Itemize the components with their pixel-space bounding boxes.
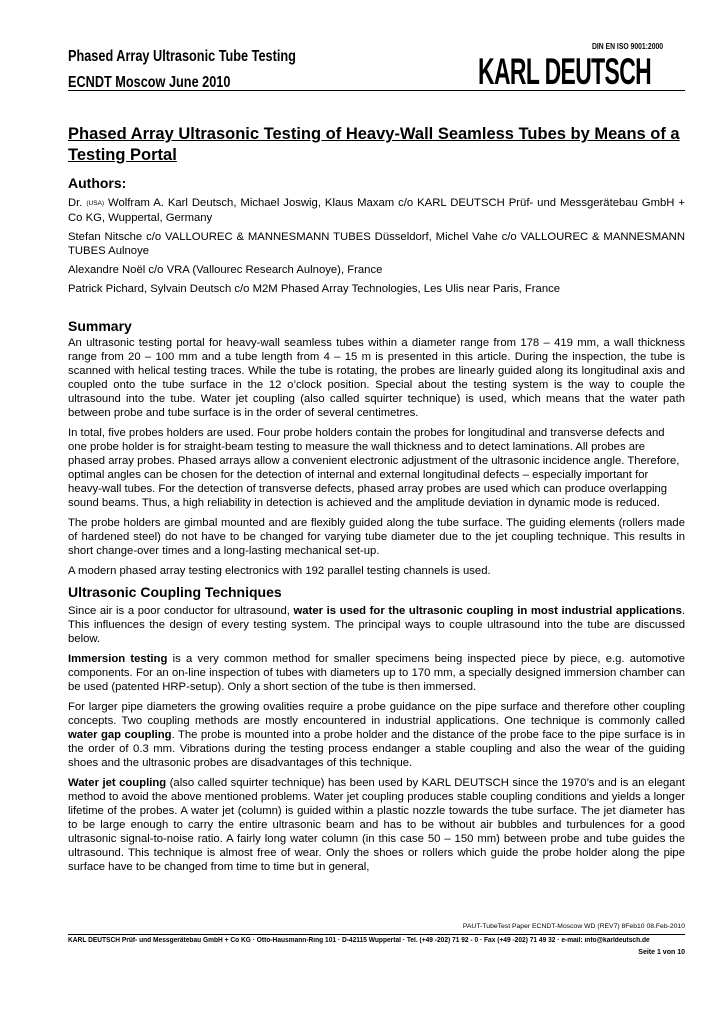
- water-gap-text: . The probe is mounted into a probe holder and the distance of the probe face to the pipe surface is in the order of 0.3 mm. Vibrations during the testing process endanger a stable coupling and also the wear of the guiding shoes and the ultrasonic probes are disadvantages of this technique.: [68, 729, 685, 769]
- author-prefix: Dr.: [68, 197, 83, 209]
- coupling-heading: Ultrasonic Coupling Techniques: [68, 584, 282, 600]
- immersion-term: Immersion testing: [68, 653, 168, 665]
- authors-heading: Authors:: [68, 175, 127, 191]
- author-line: [68, 196, 685, 225]
- paper-body: [68, 124, 685, 880]
- coupling-paragraph: [68, 604, 685, 646]
- author-line: Alexandre Noël c/o VRA (Vallourec Research Aulnoye), France: [68, 264, 383, 276]
- water-jet-paragraph: [68, 776, 685, 874]
- coupling-text: . This influences the design of every testing system. The principal ways to couple ultrasound into the tube are discussed below.: [68, 605, 685, 645]
- author-note: (USA): [86, 200, 105, 207]
- coupling-emphasis: water is used for the ultrasonic coupling in most industrial applications: [293, 605, 682, 617]
- author-line: Patrick Pichard, Sylvain Deutsch c/o M2M Phased Array Technologies, Les Ulis near Paris, France: [68, 283, 561, 295]
- water-gap-term: water gap coupling: [68, 729, 172, 741]
- author-line: Stefan Nitsche c/o VALLOUREC & MANNESMANN TUBES Düsseldorf, Michel Vahe c/o VALLOUREC & MANNESMANN TUBES Aulnoye: [68, 231, 685, 257]
- summary-paragraph: An ultrasonic testing portal for heavy-wall seamless tubes within a diameter range from 178 – 419 mm, a wall thickness range from 20 – 100 mm and a tube length from 4 – 15 m is presented in this article. During the inspection, the tube is scanned with helical testing traces. While the tube is rotating, the probes are linearly guided along its longitudinal axis and coupled onto the tube surface in the 12 o’clock position. Special about the testing system is the way to couple the ultrasound into the tube. Water jet coupling (also called squirter technique) is used, which means that the water path between probe and tube surface is in the order of several centimetres.: [68, 337, 685, 419]
- header-subtitle: ECNDT Moscow June 2010: [68, 74, 231, 91]
- summary-paragraph: A modern phased array testing electronics with 192 parallel testing channels is used.: [68, 565, 491, 577]
- summary-heading: Summary: [68, 318, 132, 334]
- header-divider: [68, 90, 685, 91]
- author-text: Wolfram A. Karl Deutsch, Michael Joswig, Klaus Maxam c/o KARL DEUTSCH Prüf- und Messgerätebau GmbH + Co KG, Wuppertal, Germany: [68, 197, 685, 224]
- water-gap-text: For larger pipe diameters the growing ovalities require a probe guidance on the pipe surface and therefore other coupling concepts. Two coupling methods are mostly encountered in industrial applications. One technique is commonly called: [68, 701, 685, 727]
- immersion-paragraph: [68, 652, 685, 694]
- document-reference: PAUT-TubeTest Paper ECNDT-Moscow WD (REV7) 8Feb10 08.Feb-2010: [462, 923, 685, 930]
- running-header: [68, 48, 488, 91]
- footer-divider: [68, 934, 685, 935]
- coupling-text: Since air is a poor conductor for ultrasound,: [68, 605, 290, 617]
- iso-certification: DIN EN ISO 9001:2000: [592, 42, 664, 51]
- page-number: Seite 1 von 10: [638, 949, 685, 956]
- immersion-text: is a very common method for smaller specimens being inspected piece by piece, e.g. automotive components. For an on-line inspection of tubes with diameters up to 170 mm, a specially designed immersion chamber can be used (patented HRP-setup). Only a short section of the tube is then immersed.: [68, 653, 686, 693]
- company-address: KARL DEUTSCH Prüf- und Messgerätebau GmbH + Co KG · Otto-Hausmann-Ring 101 · D-42115 Wuppertal · Tel. (+49 -202) 71 92 - 0 · Fax (+49 -202) 71 49 32 · e-mail: info@karldeutsch.de: [68, 937, 650, 944]
- company-logo: KARL DEUTSCH: [478, 51, 652, 92]
- water-jet-text: (also called squirter technique) has been used by KARL DEUTSCH since the 1970’s and is an elegant method to avoid the above mentioned problems. Water jet coupling produces stable coupling conditions and yields a longer lifetime of the probes. A water jet (column) is guided within a plastic nozzle towards the tube surface. The jet diameter has to be large enough to carry the entire ultrasonic beam and has to be without air bubbles and turbulences for a good ultrasonic signal-to-noise ratio. A fairly long water column (in this case 50 – 150 mm) between probe and tube guides the ultrasound. This technique is almost free of wear. Only the shoes or rollers which guide the probe holder along the pipe surface have to be changed from time to time but in general,: [68, 777, 685, 873]
- summary-paragraph: In total, five probes holders are used. Four probe holders contain the probes for longitudinal and transverse defects and one probe holder is for straight-beam testing to measure the wall thickness and to detect laminations. All probes are phased array probes. Phased arrays allow a convenient electronic adjustment of the ultrasonic incidence angle. Therefore, optimal angles can be chosen for the detection of internal and external longitudinal defects – especially important for heavy-wall tubes. For the detection of transverse defects, phased array probes are used which can produce overlapping sound beams. Thus, a high reliability in detection is achieved and the amplitude deviation in dynamic mode is reduced.: [68, 427, 680, 509]
- water-jet-term: Water jet coupling: [68, 777, 167, 789]
- header-title: Phased Array Ultrasonic Tube Testing: [68, 48, 296, 65]
- water-gap-paragraph: [68, 700, 685, 770]
- paper-title: Phased Array Ultrasonic Testing of Heavy-Wall Seamless Tubes by Means of a Testing Portal: [68, 125, 680, 164]
- summary-paragraph: The probe holders are gimbal mounted and are flexibly guided along the tube surface. The guiding elements (rollers made of hardened steel) do not have to be changed for varying tube diameter due to the jet coupling technique. This results in short change-over times and a long-lasting mechanical set-up.: [68, 517, 685, 557]
